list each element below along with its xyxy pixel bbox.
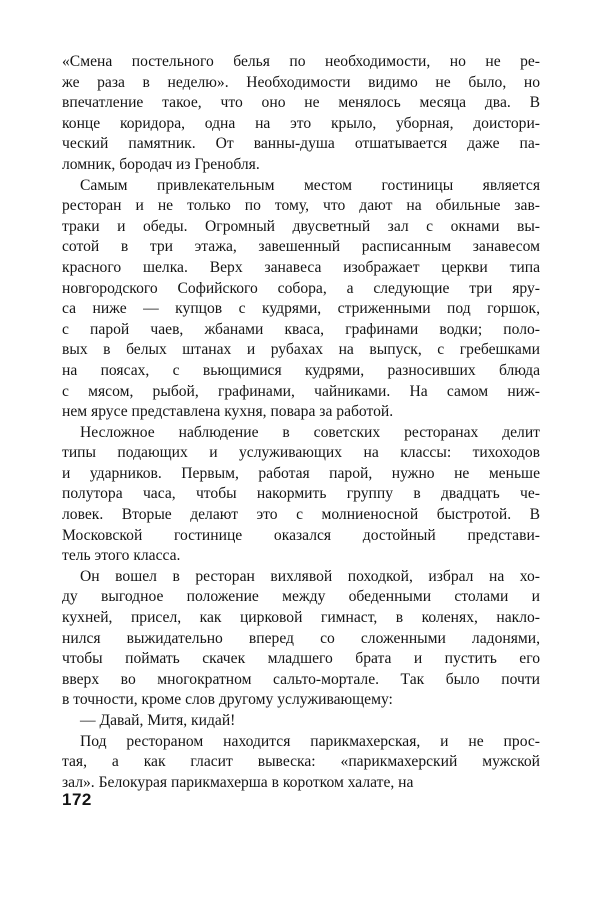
text-line: — Давай, Митя, кидай! xyxy=(80,712,236,729)
text-line: Самым привлекательным местом гостиницы является xyxy=(80,176,540,194)
paragraph xyxy=(62,567,540,711)
text-line: же раза в неделю». Необходимости видимо не было, но xyxy=(62,73,540,91)
text-line: вверх во многократном сальто-мортале. Так было почти xyxy=(62,670,540,688)
text-line: зал». Белокурая парикмахерша в коротком халате, на xyxy=(62,773,414,791)
text-line: красного шелка. Верх занавеса изображает церкви типа xyxy=(62,258,540,276)
text-line: ду выгодное положение между обеденными столами и xyxy=(62,588,540,606)
text-line: с мясом, рыбой, графинами, чайниками. На самом ниж- xyxy=(62,382,540,400)
text-line: Под рестораном находится парикмахерская, и не прос- xyxy=(80,732,540,750)
text-line: Московской гостинице оказался достойный представи- xyxy=(62,526,540,544)
text-line: са ниже — купцов с кудрями, стриженными под горшок, xyxy=(62,300,540,318)
text-line: и ударников. Первым, работая парой, нужно не меньше xyxy=(62,464,540,482)
text-line: чтобы поймать скачек младшего брата и пустить его xyxy=(62,650,540,668)
text-line: ломник, бородач из Гренобля. xyxy=(62,155,260,173)
text-line: Несложное наблюдение в советских ресторанах делит xyxy=(80,423,540,441)
text-line: нился выжидательно вперед со сложенными ладонями, xyxy=(62,629,540,647)
paragraph xyxy=(62,52,540,176)
page-number: 172 xyxy=(62,790,92,809)
text-line: тая, а как гласит вывеска: «парикмахерский мужской xyxy=(62,753,540,771)
paragraph xyxy=(62,711,540,732)
text-line: кухней, присел, как цирковой гимнаст, в коленях, накло- xyxy=(62,609,540,627)
text-line: нем ярусе представлена кухня, повара за работой. xyxy=(62,403,394,421)
text-line: тель этого класса. xyxy=(62,547,181,565)
paragraph xyxy=(62,732,540,794)
text-line: ловек. Вторые делают это с молниеносной быстротой. В xyxy=(62,506,540,524)
text-line: Он вошел в ресторан вихлявой походкой, избрал на хо- xyxy=(80,567,540,585)
text-line: ресторан и не только по тому, что дают на обильные зав- xyxy=(62,197,540,215)
text-line: полутора часа, чтобы накормить группу в двадцать че- xyxy=(62,485,540,503)
text-line: с парой чаев, жбанами кваса, графинами водки; поло- xyxy=(62,320,540,338)
text-line: ческий памятник. От ванны-душа отшатывается даже па- xyxy=(62,135,540,153)
text-line: траки и обеды. Огромный двусветный зал с окнами вы- xyxy=(62,217,540,235)
body-text xyxy=(62,52,540,793)
text-line: на поясах, с вьющимися кудрями, разносивших блюда xyxy=(62,361,540,379)
text-line: сотой в три этажа, завешенный расписанным занавесом xyxy=(62,238,540,256)
text-line: конце коридора, одна на это крыло, уборная, доистори- xyxy=(62,114,540,132)
text-line: вых в белых штанах и рубахах на выпуск, с гребешками xyxy=(62,341,540,359)
paragraph xyxy=(62,176,540,423)
text-line: впечатление такое, что оно не менялось месяца два. В xyxy=(62,94,540,112)
paragraph xyxy=(62,423,540,567)
text-line: в точности, кроме слов другому услуживающему: xyxy=(62,691,393,709)
text-line: «Смена постельного белья по необходимости, но не ре- xyxy=(62,53,540,70)
text-line: типы подающих и услуживающих на классы: тихоходов xyxy=(62,444,540,462)
text-line: новгородского Софийского собора, а следующие три яру- xyxy=(62,279,540,297)
